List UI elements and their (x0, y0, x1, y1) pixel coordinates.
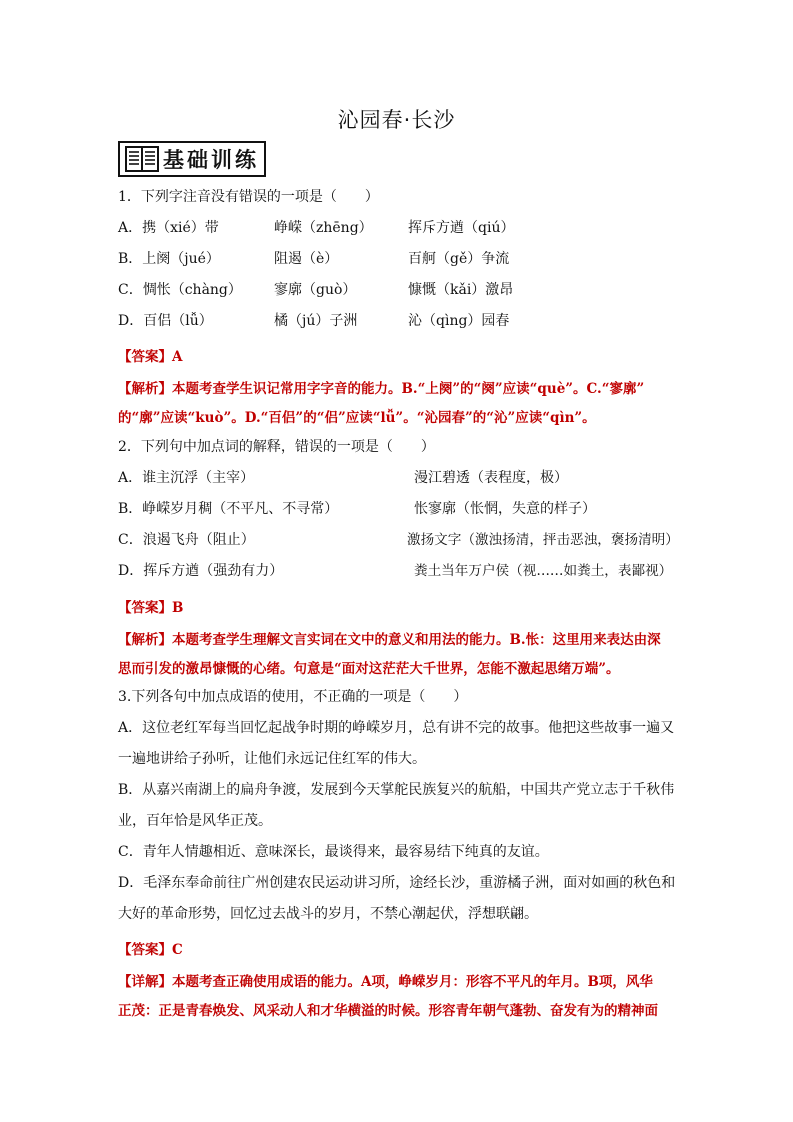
q2-option-c1: C．浪遏飞舟（阻止） (118, 532, 255, 548)
q2-option-b2: 怅寥廓（怅惘，失意的样子） (414, 501, 596, 517)
q2-option-a2: 漫江碧透（表程度，极） (414, 470, 568, 486)
q1-option-a2: 峥嵘（zhēng） (274, 220, 373, 236)
q1-explanation-line-2: 的“廓”应读“kuò”。D.“百侣”的“侣”应读“lǚ”。“沁园春”的“沁”应读“qìn”。 (118, 410, 596, 426)
q1-option-c3: 慷慨（kǎi）激昂 (408, 282, 514, 298)
q3-option-d-line-2: 大好的革命形势，回忆过去战斗的岁月，不禁心潮起伏，浮想联翩。 (118, 906, 538, 922)
q1-explanation-line-1: 【解析】本题考查学生识记常用字字音的能力。B.“上阕”的“阕”应读“què”。C.“寥廓” (118, 381, 645, 397)
q3-explanation-line-1: 【详解】本题考查正确使用成语的能力。A项，峥嵘岁月：形容不平凡的年月。B项，风华 (118, 974, 653, 990)
q1-option-d2: 橘（jú）子洲 (274, 313, 358, 329)
q1-option-d1: D．百侣（lǚ） (118, 313, 213, 329)
q2-explanation-line-1: 【解析】本题考查学生理解文言实词在文中的意义和用法的能力。B.怅：这里用来表达由深 (118, 632, 661, 648)
q2-option-d2: 粪土当年万户侯（视……如粪土，表鄙视） (414, 563, 673, 579)
q3-option-b-line-1: B．从嘉兴南湖上的扁舟争渡，发展到今天掌舵民族复兴的航船，中国共产党立志于千秋伟 (118, 782, 675, 798)
q1-answer: 【答案】A (118, 349, 183, 365)
q3-answer: 【答案】C (118, 942, 183, 958)
book-icon (125, 146, 159, 172)
q1-option-c2: 寥廓（guò） (274, 282, 357, 298)
q2-option-c2: 激扬文字（激浊扬清，抨击恶浊，褒扬清明） (407, 532, 679, 548)
q1-option-d3: 沁（qìng）园春 (408, 313, 510, 329)
q3-option-d-line-1: D．毛泽东奉命前往广州创建农民运动讲习所，途经长沙，重游橘子洲，面对如画的秋色和 (118, 875, 676, 891)
q3-option-a-line-1: A．这位老红军每当回忆起战争时期的峥嵘岁月，总有讲不完的故事。他把这些故事一遍又 (118, 720, 675, 736)
q1-option-b3: 百舸（gě）争流 (408, 251, 510, 267)
q1-option-b1: B．上阕（jué） (118, 251, 220, 267)
q3-option-a-line-2: 一遍地讲给子孙听，让他们永远记住红军的伟大。 (118, 751, 426, 767)
q3-option-b-line-2: 业，百年恰是风华正茂。 (118, 813, 272, 829)
q2-option-d1: D．挥斥方遒（强劲有力） (118, 563, 284, 579)
q2-stem: 2．下列句中加点词的解释，错误的一项是（ ） (118, 439, 435, 455)
q2-option-b1: B．峥嵘岁月稠（不平凡、不寻常） (118, 501, 339, 517)
q2-explanation-line-2: 思而引发的激昂慷慨的心绪。句意是“面对这茫茫大千世界，怎能不激起思绪万端”。 (118, 661, 620, 677)
section-badge (118, 141, 266, 177)
q2-option-a1: A．谁主沉浮（主宰） (118, 470, 255, 486)
q3-option-c: C．青年人情趣相近、意味深长，最谈得来，最容易结下纯真的友谊。 (118, 844, 549, 860)
q1-stem: 1．下列字注音没有错误的一项是（ ） (118, 189, 379, 205)
q1-option-a3: 挥斥方遒（qiú） (408, 220, 515, 236)
q1-option-c1: C．惆怅（chàng） (118, 282, 242, 298)
section-badge-label: 基础训练 (163, 148, 259, 172)
q3-stem: 3.下列各句中加点成语的使用，不正确的一项是（ ） (118, 689, 468, 705)
q1-option-b2: 阻遏（è） (274, 251, 339, 267)
q1-option-a1: A．携（xié）带 (118, 220, 219, 236)
q3-explanation-line-2: 正茂：正是青春焕发、风采动人和才华横溢的时候。形容青年朝气蓬勃、奋发有为的精神面 (118, 1003, 658, 1019)
q2-answer: 【答案】B (118, 600, 184, 616)
document-title: 沁园春·长沙 (337, 108, 456, 132)
